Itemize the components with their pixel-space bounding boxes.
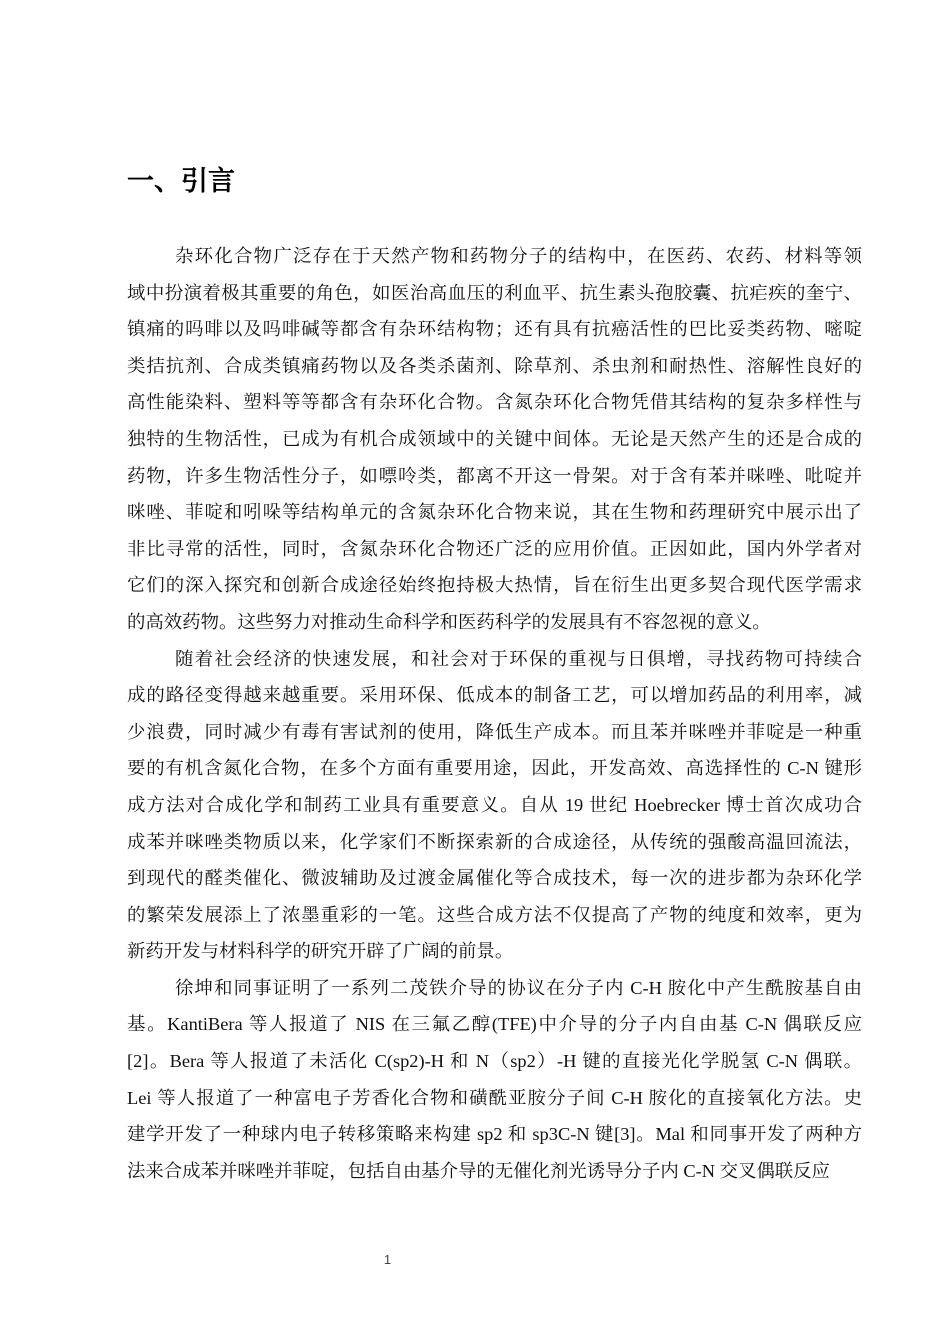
paragraph xyxy=(127,238,862,641)
text-line: 徐坤和同事证明了一系列二茂铁介导的协议在分子内 C-H 胺化中产生酰胺基自由 xyxy=(175,977,862,998)
text-line: 成苯并咪唑类物质以来，化学家们不断探索新的合成途径，从传统的强酸高温回流法， xyxy=(127,831,862,852)
text-line: 高性能染料、塑料等等都含有杂环化合物。含氮杂环化合物凭借其结构的复杂多样性与 xyxy=(127,392,862,413)
paragraph xyxy=(127,641,862,970)
text-line: Lei 等人报道了一种富电子芳香化合物和磺酰亚胺分子间 C-H 胺化的直接氧化方法。史 xyxy=(127,1087,862,1108)
text-line: 咪唑、菲啶和吲哚等结构单元的含氮杂环化合物来说，其在生物和药理研究中展示出了 xyxy=(127,502,862,523)
text-line: 基。KantiBera 等人报道了 NIS 在三氟乙醇(TFE)中介导的分子内自由基 C-N 偶联反应 xyxy=(127,1014,862,1035)
text-line: [2]。Bera 等人报道了未活化 C(sp2)-H 和 N（sp2）-H 键的直接光化学脱氢 C-N 偶联。 xyxy=(127,1051,862,1072)
text-line: 镇痛的吗啡以及吗啡碱等都含有杂环结构物；还有具有抗癌活性的巴比妥类药物、嘧啶 xyxy=(127,319,862,340)
text-line: 成方法对合成化学和制药工业具有重要意义。自从 19 世纪 Hoebrecker 博士首次成功合 xyxy=(127,794,862,815)
page-number: 1 xyxy=(383,1252,392,1267)
text-line: 域中扮演着极其重要的角色，如医治高血压的利血平、抗生素头孢胶囊、抗疟疾的奎宁、 xyxy=(127,282,862,303)
text-line: 新药开发与材料科学的研究开辟了广阔的前景。 xyxy=(127,941,514,962)
text-line: 要的有机含氮化合物，在多个方面有重要用途，因此，开发高效、高选择性的 C-N 键形 xyxy=(127,758,862,779)
text-line: 少浪费，同时减少有毒有害试剂的使用，降低生产成本。而且苯并咪唑并菲啶是一种重 xyxy=(127,721,862,742)
text-line: 非比寻常的活性，同时，含氮杂环化合物还广泛的应用价值。正因如此，国内外学者对 xyxy=(127,538,862,559)
text-line: 的高效药物。这些努力对推动生命科学和医药科学的发展具有不容忽视的意义。 xyxy=(127,611,771,632)
text-line: 它们的深入探究和创新合成途径始终抱持极大热情，旨在衍生出更多契合现代医学需求 xyxy=(127,575,862,596)
text-line: 药物，许多生物活性分子，如嘌呤类，都离不开这一骨架。对于含有苯并咪唑、吡啶并 xyxy=(127,465,862,486)
text-line: 杂环化合物广泛存在于天然产物和药物分子的结构中，在医药、农药、材料等领 xyxy=(175,246,862,266)
text-line: 成的路径变得越来越重要。采用环保、低成本的制备工艺，可以增加药品的利用率，减 xyxy=(127,685,862,706)
text-line: 随着社会经济的快速发展，和社会对于环保的重视与日俱增，寻找药物可持续合 xyxy=(175,648,862,669)
text-line: 建学开发了一种球内电子转移策略来构建 sp2 和 sp3C-N 键[3]。Mal 和同事开发了两种方 xyxy=(127,1124,862,1145)
text-line: 法来合成苯并咪唑并菲啶，包括自由基介导的无催化剂光诱导分子内 C-N 交叉偶联反应 xyxy=(127,1160,830,1181)
paragraph xyxy=(127,970,862,1190)
text-line: 独特的生物活性，已成为有机合成领域中的关键中间体。无论是天然产生的还是合成的 xyxy=(127,428,862,449)
body-text xyxy=(127,238,862,1189)
text-line: 类拮抗剂、合成类镇痛药物以及各类杀菌剂、除草剂、杀虫剂和耐热性、溶解性良好的 xyxy=(127,355,862,376)
text-line: 到现代的醛类催化、微波辅助及过渡金属催化等合成技术，每一次的进步都为杂环化学 xyxy=(127,868,862,889)
section-heading: 一、引言 xyxy=(127,166,235,197)
text-line: 的繁荣发展添上了浓墨重彩的一笔。这些合成方法不仅提高了产物的纯度和效率，更为 xyxy=(127,904,862,925)
